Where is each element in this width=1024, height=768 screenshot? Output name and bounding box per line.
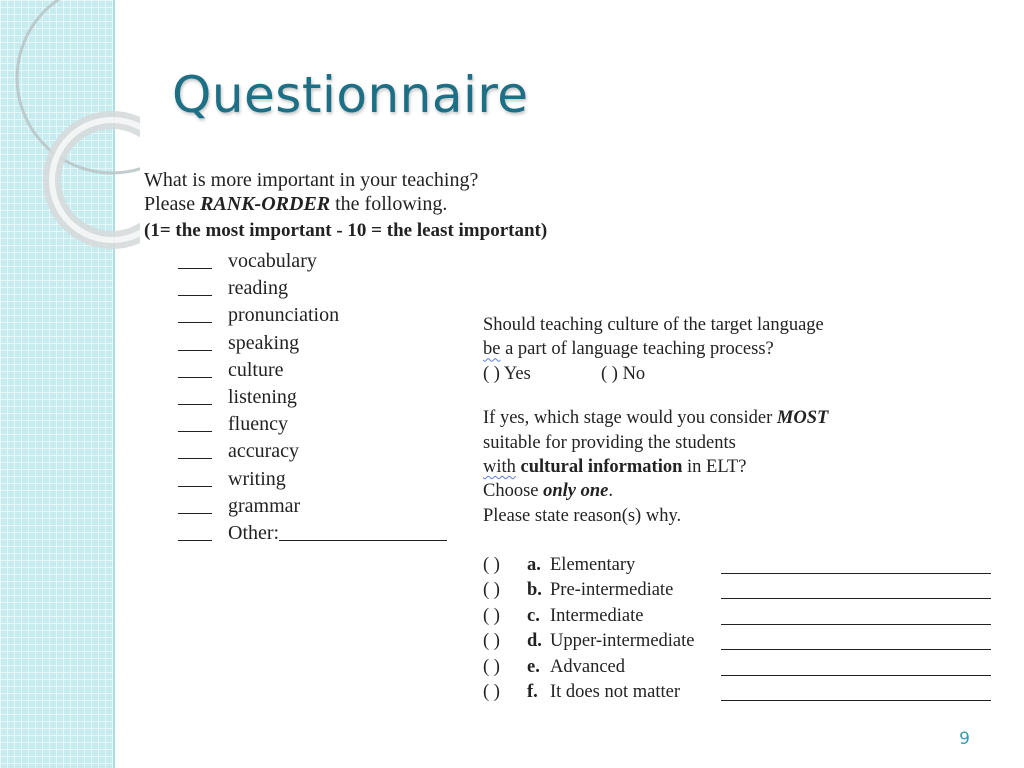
reason-input-line[interactable]: [721, 624, 991, 625]
other-label: Other:: [228, 521, 280, 544]
option-letter: b.: [527, 580, 542, 601]
followup-prefix: If yes, which stage would you consider: [483, 408, 777, 429]
option-label: Intermediate: [550, 605, 644, 626]
rank-item-writing: [178, 466, 447, 493]
followup-line1: [483, 406, 828, 430]
rank-blank[interactable]: [178, 520, 212, 541]
most-emphasis: MOST: [776, 408, 829, 429]
rank-item-other: [178, 520, 447, 547]
stage-option-pre-intermediate[interactable]: [483, 578, 694, 603]
culture-question-line2-rest: a part of language teaching process?: [500, 339, 774, 360]
option-checkbox[interactable]: ( ): [483, 605, 500, 626]
option-letter: d.: [527, 631, 542, 652]
rank-item-label: grammar: [228, 494, 301, 517]
rank-blank[interactable]: [178, 248, 212, 269]
choose-suffix: .: [608, 481, 614, 502]
option-letter: a.: [527, 555, 541, 575]
stage-option-upper-intermediate[interactable]: [483, 629, 694, 654]
rank-question-prefix: Please: [144, 193, 201, 215]
culture-question-line1: Should teaching culture of the target language: [483, 315, 824, 335]
option-checkbox[interactable]: ( ): [483, 580, 500, 601]
option-label: Pre-intermediate: [550, 580, 674, 601]
followup-line3: [483, 455, 828, 479]
spellcheck-word-be: be: [483, 339, 501, 360]
rank-blank[interactable]: [178, 384, 212, 405]
followup-line2: suitable for providing the students: [483, 432, 736, 453]
stage-option-intermediate[interactable]: [483, 604, 694, 629]
rank-blank[interactable]: [178, 466, 212, 487]
reason-input-line[interactable]: [721, 675, 991, 676]
rank-question: [144, 168, 547, 243]
rank-blank[interactable]: [178, 275, 212, 296]
rank-item-label: pronunciation: [228, 304, 340, 327]
rank-item-label: vocabulary: [228, 250, 317, 272]
rank-item-reading: [178, 275, 447, 302]
rank-item-culture: [178, 357, 447, 384]
other-input-line[interactable]: [279, 520, 447, 541]
rank-blank[interactable]: [178, 438, 212, 459]
stage-option-elementary[interactable]: [483, 553, 694, 578]
rank-item-speaking: [178, 330, 447, 357]
option-letter: f.: [527, 681, 538, 702]
rank-blank[interactable]: [178, 493, 212, 514]
reason-input-line[interactable]: [721, 649, 991, 650]
reason-input-line[interactable]: [721, 598, 991, 599]
no-option[interactable]: ( ) No: [601, 363, 646, 384]
culture-question: [483, 313, 828, 528]
stage-option-does-not-matter[interactable]: [483, 680, 694, 705]
rank-blank[interactable]: [178, 357, 212, 378]
yes-no-choice: [483, 362, 828, 386]
rank-item-label: speaking: [228, 331, 300, 354]
rank-item-accuracy: [178, 438, 447, 465]
option-letter: c.: [527, 605, 540, 626]
reason-input-line[interactable]: [721, 700, 991, 701]
option-label: Advanced: [550, 656, 625, 677]
rank-item-grammar: [178, 493, 447, 520]
spellcheck-word-with: with: [483, 457, 516, 478]
choose-line: [483, 479, 828, 503]
only-one-emphasis: only one: [543, 481, 609, 502]
reason-input-line[interactable]: [721, 573, 991, 574]
yes-option[interactable]: ( ) Yes: [483, 363, 531, 384]
option-checkbox[interactable]: ( ): [483, 631, 500, 652]
stage-options: [483, 553, 694, 705]
rank-item-label: reading: [228, 277, 288, 300]
rank-item-label: culture: [228, 358, 284, 381]
rank-question-line1: What is more important in your teaching?: [144, 169, 479, 191]
page-number: 9: [959, 729, 970, 749]
rank-blank[interactable]: [178, 330, 212, 351]
rank-order-emphasis: RANK-ORDER: [200, 193, 331, 215]
rank-item-label: fluency: [228, 413, 288, 436]
rank-item-label: listening: [228, 385, 297, 408]
cultural-info-bold: cultural information: [520, 457, 683, 478]
rank-blank[interactable]: [178, 302, 212, 323]
option-label: Upper-intermediate: [550, 631, 695, 652]
option-label: It does not matter: [550, 681, 680, 702]
option-checkbox[interactable]: ( ): [483, 555, 500, 575]
rank-item-pronunciation: [178, 302, 447, 329]
rank-item-listening: [178, 384, 447, 411]
rank-list: [178, 248, 447, 547]
culture-question-line2: [483, 337, 828, 361]
reason-line: Please state reason(s) why.: [483, 505, 682, 526]
option-label: Elementary: [550, 555, 636, 575]
rank-item-fluency: [178, 411, 447, 438]
rank-question-suffix: the following.: [330, 193, 448, 215]
rank-question-line2: [144, 192, 547, 216]
decorative-circles: [0, 0, 140, 260]
rank-blank[interactable]: [178, 411, 212, 432]
rank-item-label: writing: [228, 467, 286, 490]
stage-option-advanced[interactable]: [483, 655, 694, 680]
option-checkbox[interactable]: ( ): [483, 681, 500, 702]
rank-item-vocabulary: [178, 248, 447, 275]
rank-item-label: accuracy: [228, 440, 300, 463]
followup-line3-rest: in ELT?: [682, 457, 747, 478]
rank-scale: (1= the most important - 10 = the least important): [144, 220, 548, 241]
choose-prefix: Choose: [483, 481, 544, 502]
option-checkbox[interactable]: ( ): [483, 656, 500, 677]
option-letter: e.: [527, 656, 540, 677]
slide-title: Questionnaire: [172, 66, 529, 124]
